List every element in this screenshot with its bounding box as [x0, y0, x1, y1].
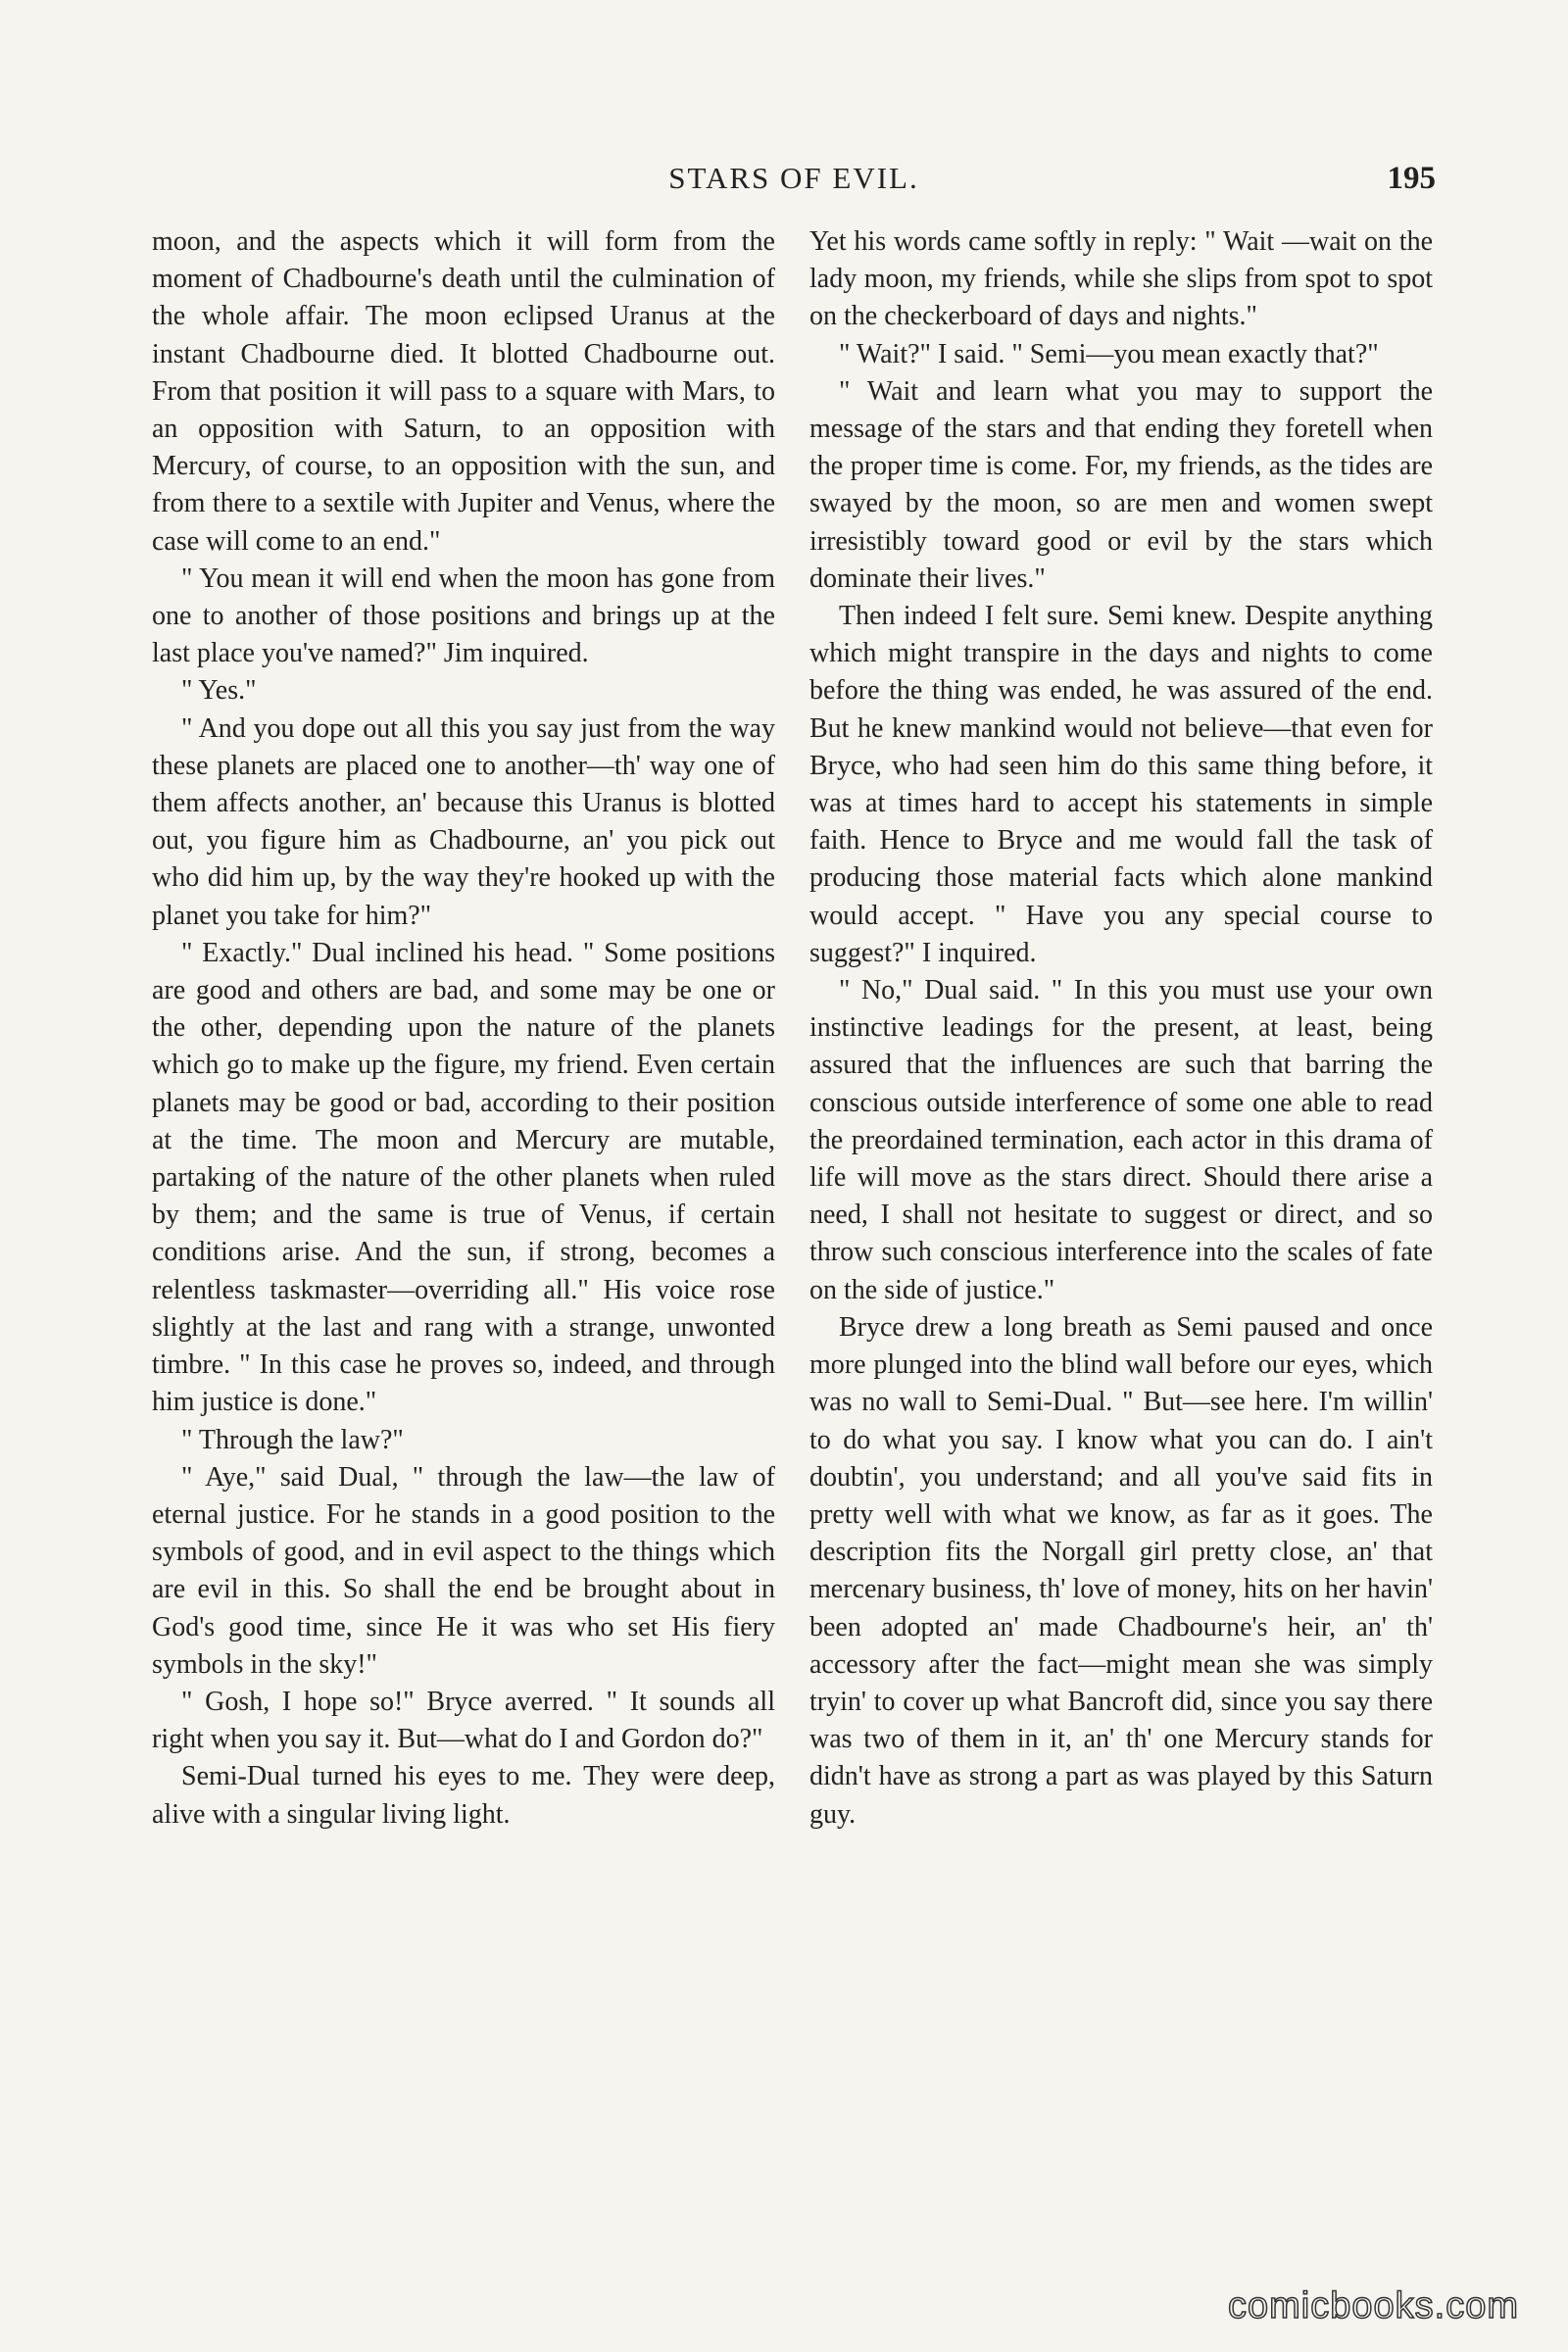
paragraph: Yet his words came softly in reply: " Wait —wait on the lady moon, my friends, while she slips from spot to spot on the checkerboard of days and nights."	[809, 226, 1433, 332]
watermark-logo: comicbooks.com	[1228, 2285, 1519, 2327]
paragraph: " Yes."	[181, 675, 257, 707]
paragraph: " Wait and learn what you may to support the message of the stars and that ending they foretell when the proper time is come. For, my friends, as the tides are swayed by the moon, so are men and women swept irresistibly toward good or evil by the stars which dominate their lives."	[809, 375, 1433, 594]
paragraph: " Exactly." Dual inclined his head. " Some positions are good and others are bad, and some may be one or the other, depending upon the nature of the planets which go to make up the figure, my friend. Even certain planets may be good or bad, according to their position at the time. The moon and Mercury are mutable, partaking of the nature of the other planets when ruled by them; and the same is true of Venus, if certain conditions arise. And the sun, if strong, becomes a relentless taskmaster—overriding all." His voice rose slightly at the last and rang with a strange, unwonted timbre. " In this case he proves so, indeed, and through him justice is done."	[152, 937, 775, 1418]
page-number: 195	[1387, 161, 1436, 196]
paragraph: " Gosh, I hope so!" Bryce averred. " It sounds all right when you say it. But—what do I and Gordon do?"	[152, 1686, 775, 1755]
paragraph: " Wait?" I said. " Semi—you mean exactly that?"	[839, 338, 1379, 369]
page-header	[152, 157, 1436, 200]
paragraph: " No," Dual said. " In this you must use your own instinctive leadings for the present, at least, being assured that the influences are such that barring the conscious outside interference of some one able to read the preordained termination, each actor in this drama of life will move as the stars direct. Should there arise a need, I shall not hesitate to suggest or direct, and so throw such conscious interference into the scales of fate on the side of justice."	[809, 975, 1433, 1305]
right-column	[809, 223, 1433, 1834]
paragraph: " Through the law?"	[181, 1424, 404, 1455]
paragraph: Then indeed I felt sure. Semi knew. Despite anything which might transpire in the days and nights to come before the thing was ended, he was assured of the end. But he knew mankind would not believe—that even for Bryce, who had seen him do this same thing before, it was at times hard to accept his statements in simple faith. Hence to Bryce and me would fall the task of producing those material facts which alone mankind would accept. " Have you any special course to suggest?" I inquired.	[809, 601, 1433, 968]
running-title: STARS OF EVIL.	[668, 161, 919, 195]
paragraph: Semi-Dual turned his eyes to me. They were deep, alive with a singular living light.	[152, 1761, 775, 1830]
left-column	[152, 223, 775, 1834]
paragraph: " And you dope out all this you say just from the way these planets are placed one to another—th' way one of them affects another, an' because this Uranus is blotted out, you figure him as Chadbourne, an' you pick out who did him up, by the way they're hooked up with the planet you take for him?"	[152, 712, 775, 931]
paragraph: " You mean it will end when the moon has gone from one to another of those positions and brings up at the last place you've named?" Jim inquired.	[152, 563, 775, 669]
paragraph: " Aye," said Dual, " through the law—the law of eternal justice. For he stands in a good position to the symbols of good, and in evil aspect to the things which are evil in this. So shall the end be brought about in God's good time, since He it was who set His fiery symbols in the sky!"	[152, 1461, 775, 1680]
paragraph: Bryce drew a long breath as Semi paused and once more plunged into the blind wall before our eyes, which was no wall to Semi-Dual. " But—see here. I'm willin' to do what you say. I know what you can do. I ain't doubtin', you understand; and all you've said fits in pretty well with what we know, as far as it goes. The description fits the Norgall girl pretty close, an' that mercenary business, th' love of money, hits on her havin' been adopted an' made Chadbourne's heir, an' th' accessory after the fact—might mean she was simply tryin' to cover up what Bancroft did, since you say there was two of them in it, an' th' one Mercury stands for didn't have as strong a part as was played by this Saturn guy.	[809, 1311, 1433, 1830]
paragraph: moon, and the aspects which it will form from the moment of Chadbourne's death until the culmination of the whole affair. The moon eclipsed Uranus at the instant Chadbourne died. It blotted Chadbourne out. From that position it will pass to a square with Mars, to an opposition with Saturn, to an opposition with Mercury, of course, to an opposition with the sun, and from there to a sextile with Jupiter and Venus, where the case will come to an end."	[152, 226, 775, 557]
